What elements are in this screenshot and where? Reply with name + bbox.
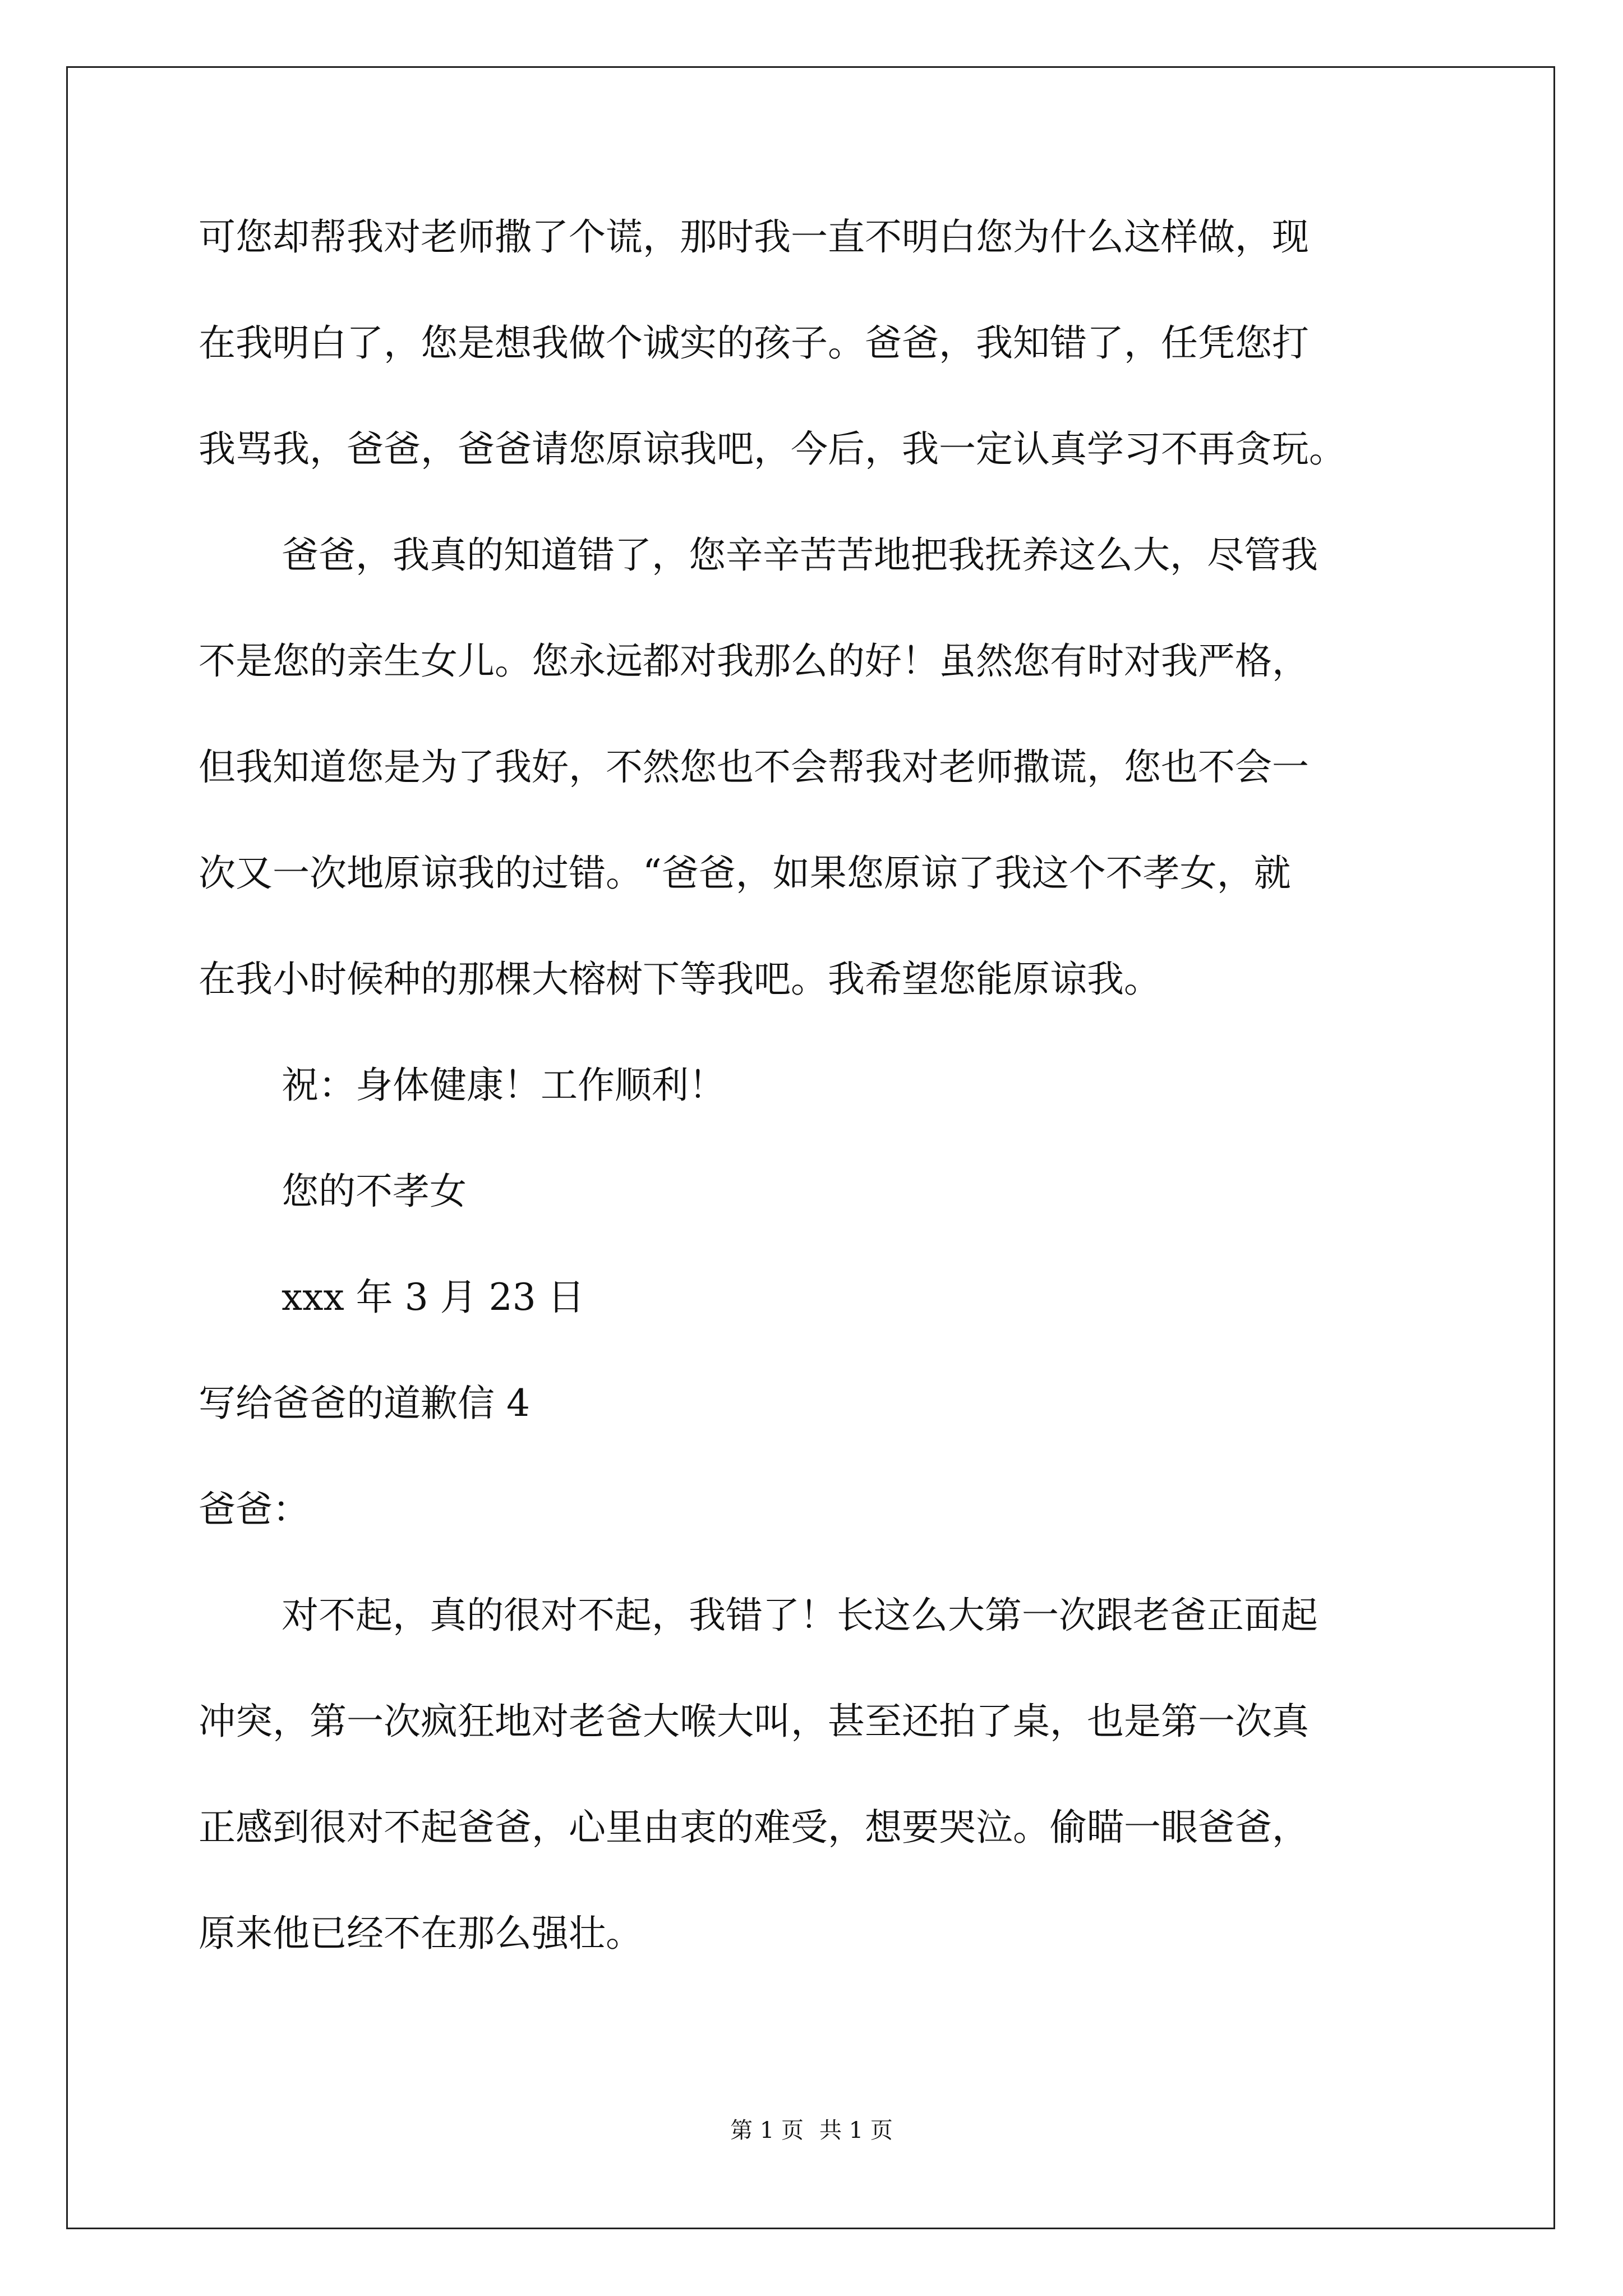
paragraph-line: 不是您的亲生女儿。您永远都对我那么的好！虽然您有时对我严格，: [199, 639, 1309, 683]
salutation: 爸爸：: [199, 1488, 310, 1531]
paragraph-line: 正感到很对不起爸爸，心里由衷的难受，想要哭泣。偷瞄一眼爸爸，: [199, 1806, 1309, 1849]
page-total: 共 1 页: [819, 2118, 893, 2143]
page-footer: [0, 2119, 1623, 2142]
date-line: xxx 年 3 月 23 日: [282, 1276, 585, 1319]
paragraph-line: 但我知道您是为了我好，不然您也不会帮我对老师撒谎，您也不会一: [199, 746, 1309, 789]
paragraph-line: 对不起，真的很对不起，我错了！长这么大第一次跟老爸正面起: [282, 1594, 1318, 1637]
paragraph-line: 可您却帮我对老师撒了个谎，那时我一直不明白您为什么这样做，现: [199, 215, 1309, 259]
closing-wish: 祝：身体健康！工作顺利！: [282, 1064, 726, 1107]
paragraph-line: 原来他已经不在那么强壮。: [199, 1912, 643, 1955]
signature: 您的不孝女: [282, 1170, 467, 1213]
letter-title: 写给爸爸的道歉信 4: [199, 1382, 530, 1425]
paragraph-line: 次又一次地原谅我的过错。“爸爸，如果您原谅了我这个不孝女，就: [199, 852, 1291, 895]
paragraph-line: 在我小时候种的那棵大榕树下等我吧。我希望您能原谅我。: [199, 958, 1161, 1001]
page-number: 第 1 页: [730, 2118, 804, 2143]
document-body: [199, 215, 1432, 2021]
paragraph-line: 在我明白了，您是想我做个诚实的孩子。爸爸，我知错了，任凭您打: [199, 321, 1309, 365]
paragraph-line: 冲突，第一次疯狂地对老爸大喉大叫，甚至还拍了桌，也是第一次真: [199, 1700, 1309, 1743]
paragraph-line: 爸爸，我真的知道错了，您辛辛苦苦地把我抚养这么大，尽管我: [282, 533, 1318, 577]
paragraph-line: 我骂我，爸爸，爸爸请您原谅我吧，今后，我一定认真学习不再贪玩。: [199, 427, 1346, 471]
